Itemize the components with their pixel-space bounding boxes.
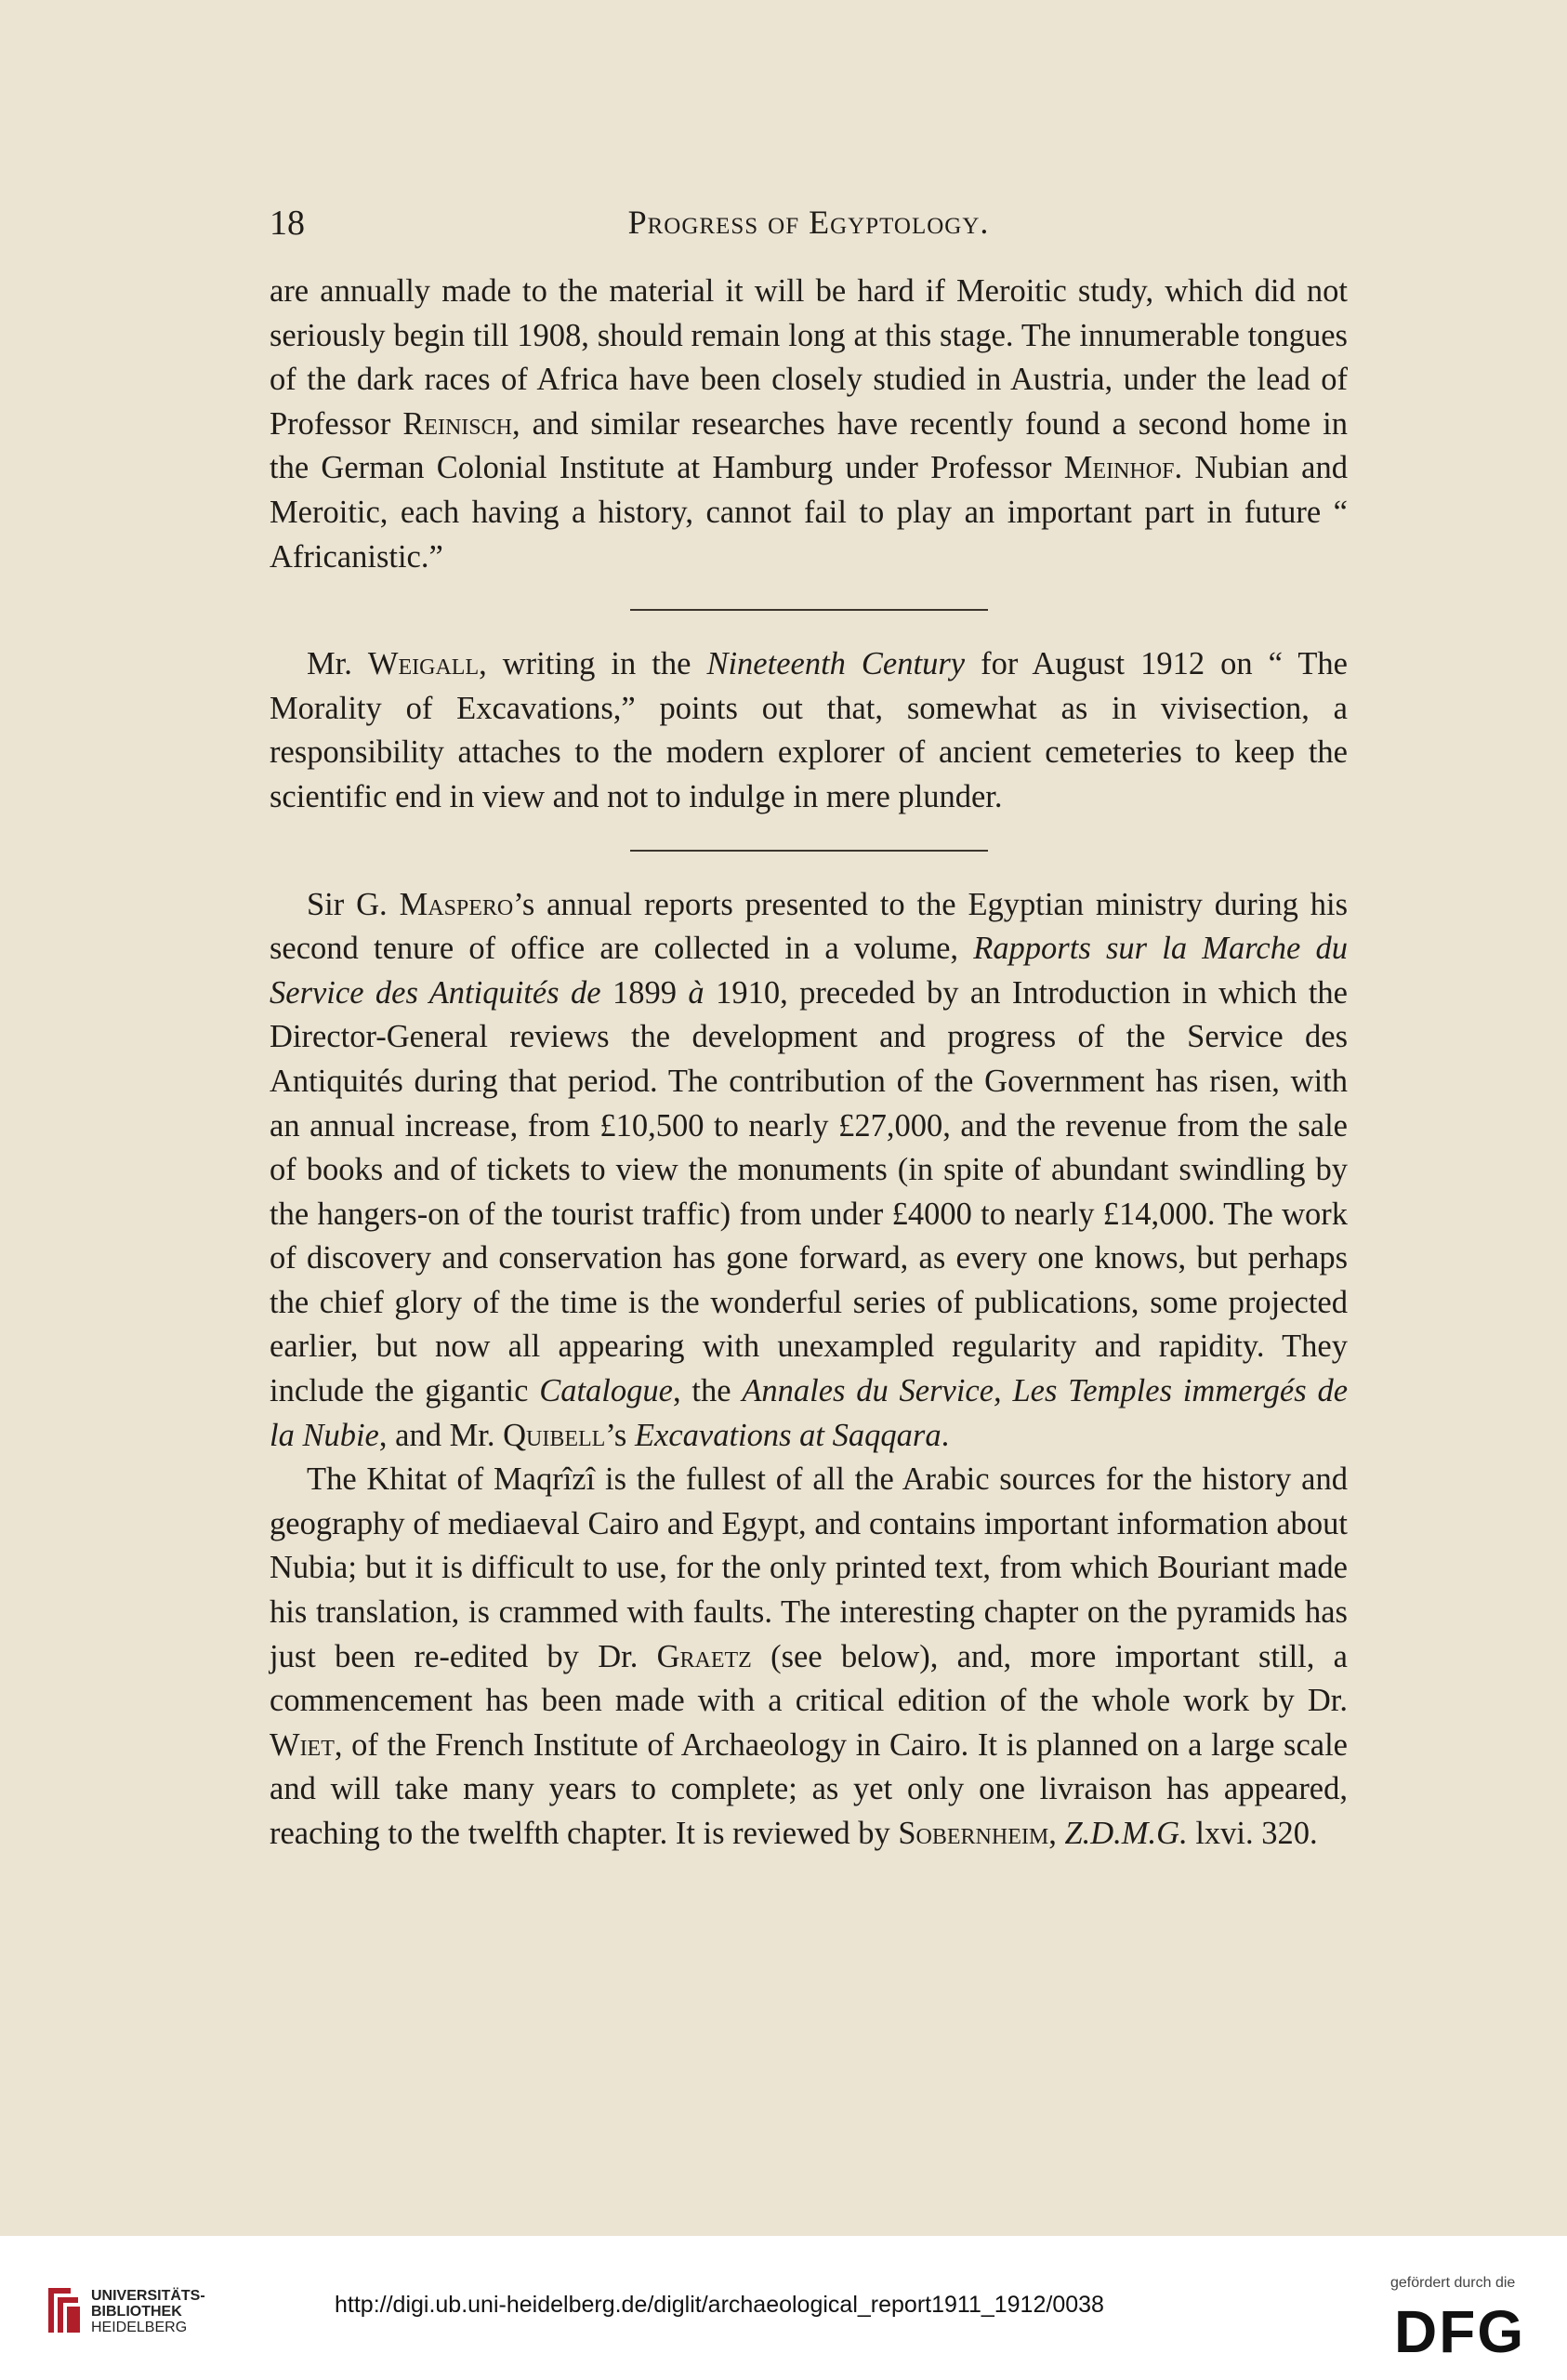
- page-number: 18: [270, 204, 305, 243]
- permalink-url[interactable]: http://digi.ub.uni-heidelberg.de/diglit/archaeological_report1911_1912/0038: [335, 2292, 1104, 2318]
- name-wiet: Wiet: [270, 1726, 335, 1763]
- name-weigall: Weigall: [367, 646, 480, 682]
- running-title: Progress of Egyptology.: [627, 204, 990, 241]
- title-nineteenth-century: Nineteenth Century: [706, 646, 966, 682]
- paragraph-maqrizi: The Khitat of Maqrîzî is the fullest of all the Arabic sources for the history and geography of mediaeval Cairo and Egypt, and contains important information about Nubia; but it is difficult to use, for the only printed text, from which Bouriant made his translation, is crammed with faults. The interesting chapter on the pyramids has just been re-edited by Dr. Graetz (see below), and, more important still, a commencement has been made with a critical edition of the whole work by Dr. Wiet, of the French Institute of Archaeology in Cairo. It is planned on a large scale and will take many years to complete; as yet only one livraison has appeared, reaching to the twelfth chapter. It is reviewed by Sobernheim, Z.D.M.G. lxvi. 320.: [270, 1461, 1348, 1851]
- body-text: [270, 270, 1348, 1857]
- section-divider: [630, 850, 988, 852]
- paragraph-meroitic: are annually made to the material it will be hard if Meroitic study, which did not seriously begin till 1908, should remain long at this stage. The innumerable tongues of the dark races of Africa have been closely studied in Austria, under the lead of Professor Reinisch, and similar researches have recently found a second home in the German Colonial Institute at Hamburg under Professor Meinhof. Nubian and Meroitic, each having a history, cannot fail to play an important part in future “ Africanistic.”: [270, 273, 1348, 575]
- name-reinisch: Reinisch: [402, 405, 512, 442]
- title-annales: Annales du Service, Les Temples immergés de la Nubie: [270, 1373, 1349, 1453]
- name-graetz: Graetz: [656, 1638, 752, 1674]
- title-catalogue: Catalogue: [539, 1373, 673, 1409]
- name-meinhof: Meinhof: [1063, 450, 1175, 486]
- digitization-footer: [0, 2236, 1567, 2380]
- name-maspero: Maspero: [399, 886, 514, 922]
- library-name: UNIVERSITÄTS- BIBLIOTHEK HEIDELBERG: [91, 2288, 205, 2335]
- title-excavations-saqqara: Excavations at Saqqara: [634, 1417, 942, 1453]
- paragraph-weigall: Mr. Weigall, writing in the Nineteenth Century for August 1912 on “ The Morality of Excavations,” points out that, somewhat as in vivisection, a responsibility attaches to the modern explorer of ancient cemeteries to keep the scientific end in view and not to indulge in mere plunder.: [270, 646, 1348, 814]
- dfg-logo: DFG: [1394, 2298, 1526, 2365]
- running-head: [270, 203, 1348, 249]
- funding-credit: gefördert durch die: [1390, 2275, 1516, 2291]
- title-rapports: Rapports sur la Marche du Service des Antiquités de: [270, 931, 1348, 1011]
- library-logo-icon: [43, 2284, 84, 2336]
- name-sobernheim: Sobernheim: [898, 1816, 1049, 1851]
- name-quibell: Quibell: [503, 1417, 606, 1453]
- journal-zdmg: Z.D.M.G.: [1064, 1816, 1188, 1851]
- section-divider: [630, 609, 988, 611]
- paragraph-maspero: Sir G. Maspero’s annual reports presented to the Egyptian ministry during his second tenure of office are collected in a volume, Rapports sur la Marche du Service des Antiquités de 1899 à 1910, preceded by an Introduction in which the Director-General reviews the development and progress of the Service des Antiquités during that period. The contribution of the Government has risen, with an annual increase, from £10,500 to nearly £27,000, and the revenue from the sale of books and of tickets to view the monuments (in spite of abundant swindling by the hangers-on of the tourist traffic) from under £4000 to nearly £14,000. The work of discovery and conservation has gone forward, as every one knows, but perhaps the chief glory of the time is the wonderful series of publications, some projected earlier, but now all appearing with unexampled regularity and rapidity. They include the gigantic Catalogue, the Annales du Service, Les Temples immergés de la Nubie, and Mr. Quibell’s Excavations at Saqqara.: [270, 886, 1349, 1453]
